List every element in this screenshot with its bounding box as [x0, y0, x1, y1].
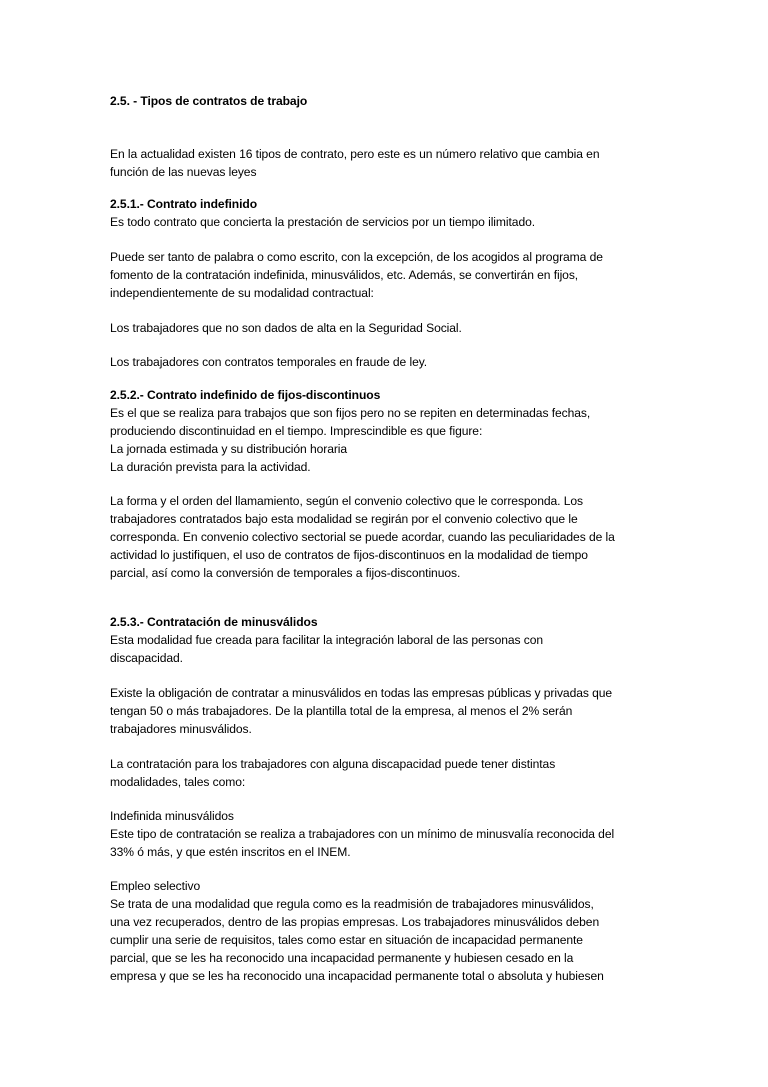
text-line: En la actualidad existen 16 tipos de contrato, pero este es un número relativo que cambia en: [110, 147, 600, 161]
text-line: La duración prevista para la actividad.: [110, 460, 311, 474]
text-line: función de las nuevas leyes: [110, 165, 257, 179]
text-line: Los trabajadores que no son dados de alta en la Seguridad Social.: [110, 321, 462, 335]
text-line: fomento de la contratación indefinida, minusválidos, etc. Además, se convertirán en fijos,: [110, 268, 579, 282]
text-line: actividad lo justifiquen, el uso de contratos de fijos-discontinuos en la modalidad de tiempo: [110, 548, 588, 562]
text-line: corresponda. En convenio colectivo sectorial se puede acordar, cuando las peculiaridades de la: [110, 530, 615, 544]
text-line: Esta modalidad fue creada para facilitar la integración laboral de las personas con: [110, 633, 544, 647]
text-line: Puede ser tanto de palabra o como escrito, con la excepción, de los acogidos al programa de: [110, 250, 603, 264]
heading-contrato-indefinido: 2.5.1.- Contrato indefinido: [110, 197, 257, 211]
text-line: La forma y el orden del llamamiento, según el convenio colectivo que le corresponda. Los: [110, 494, 583, 508]
text-line: modalidades, tales como:: [110, 775, 246, 789]
text-line: tengan 50 o más trabajadores. De la plantilla total de la empresa, al menos el 2% serán: [110, 704, 573, 718]
text-line: trabajadores minusválidos.: [110, 722, 252, 736]
text-line: Este tipo de contratación se realiza a trabajadores con un mínimo de minusvalía reconocida del: [110, 827, 615, 841]
heading-fijos-discontinuos: 2.5.2.- Contrato indefinido de fijos-discontinuos: [110, 388, 381, 402]
text-line: Indefinida minusválidos: [110, 809, 234, 823]
text-line: cumplir una serie de requisitos, tales como estar en situación de incapacidad permanente: [110, 933, 583, 947]
text-line: Se trata de una modalidad que regula como es la readmisión de trabajadores minusválidos,: [110, 897, 594, 911]
text-line: una vez recuperados, dentro de las propias empresas. Los trabajadores minusválidos deben: [110, 915, 600, 929]
text-line: La jornada estimada y su distribución horaria: [110, 442, 348, 456]
text-line: empresa y que se les ha reconocido una incapacidad permanente total o absoluta y hubiesen: [110, 969, 604, 983]
text-line: Los trabajadores con contratos temporales en fraude de ley.: [110, 355, 428, 369]
text-line: independientemente de su modalidad contractual:: [110, 286, 374, 300]
text-line: Empleo selectivo: [110, 879, 201, 893]
text-line: produciendo discontinuidad en el tiempo. Imprescindible es que figure:: [110, 424, 483, 438]
text-line: La contratación para los trabajadores con alguna discapacidad puede tener distintas: [110, 757, 556, 771]
heading-minusvalidos: 2.5.3.- Contratación de minusválidos: [110, 615, 318, 629]
text-line: parcial, que se les ha reconocido una incapacidad permanente y hubiesen cesado en la: [110, 951, 574, 965]
text-line: 33% ó más, y que estén inscritos en el INEM.: [110, 845, 351, 859]
text-line: Es todo contrato que concierta la prestación de servicios por un tiempo ilimitado.: [110, 215, 536, 229]
text-line: parcial, así como la conversión de temporales a fijos-discontinuos.: [110, 566, 461, 580]
section-title: 2.5. - Tipos de contratos de trabajo: [110, 94, 308, 108]
text-line: discapacidad.: [110, 651, 183, 665]
text-line: trabajadores contratados bajo esta modalidad se regirán por el convenio colectivo que le: [110, 512, 578, 526]
text-line: Es el que se realiza para trabajos que son fijos pero no se repiten en determinadas fechas,: [110, 406, 591, 420]
text-line: Existe la obligación de contratar a minusválidos en todas las empresas públicas y privadas que: [110, 686, 613, 700]
